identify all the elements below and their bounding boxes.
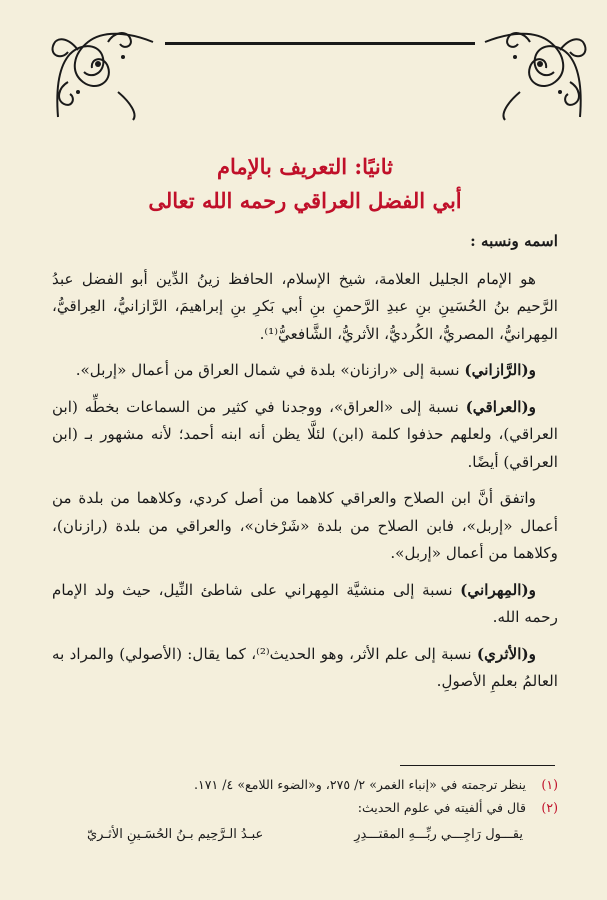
footnote-1 [52, 773, 558, 796]
paragraph-text: نسبة إلى علم الأثر، وهو الحديث⁽²⁾، كما يقال: (الأصولي) والمراد به العالمُ بعلمِ الأصولِ. [52, 644, 558, 690]
paragraph-text: نسبة إلى منشيَّة المِهراني على شاطئ النِّيل، حيث ولد الإمام رحمه الله. [52, 580, 558, 626]
paragraph-lead: و(الأثري) [476, 644, 536, 663]
chapter-title-line1: ثانيًا: التعريف بالإمام [217, 154, 393, 179]
paragraph-text: نسبة إلى «رازنان» بلدة في شمال العراق من أعمال «إربل». [75, 361, 465, 379]
main-text [52, 228, 558, 705]
footnote-rule [400, 765, 555, 766]
paragraph-4 [52, 485, 558, 568]
footnote-text: ينظر ترجمته في «إنباء الغمر» ٢/ ٢٧٥، و«الضوء اللامع» ٤/ ١٧١. [193, 777, 526, 792]
verse-second-hemistich: عبـدُ الـرَّحِيم بـنُ الحُسَـينِ الأثـريّ [87, 827, 264, 842]
paragraph-text: نسبة إلى «العراق»، ووجدنا في كثير من السماعات بخطِّه (ابن العراقي)، ولعلهم حذفوا كلمة (ابن) لئلَّا يظن أنه ابنه أحمد؛ لأنه مشهور بـ (ابن العراقي) أيضًا. [52, 397, 558, 471]
verse-first-hemistich: يقـــول رَاجِـــي ربِّـــهِ المقتـــدِرِ [354, 827, 523, 842]
paragraph-2 [52, 357, 558, 385]
floral-ornament-right [480, 22, 590, 122]
footnote-2 [52, 796, 558, 819]
chapter-titles [60, 150, 550, 218]
paragraph-5 [52, 577, 558, 632]
floral-ornament-left [48, 22, 158, 122]
paragraph-lead: و(المِهراني) [460, 580, 536, 599]
poem-verse [52, 823, 558, 846]
paragraph-6 [52, 641, 558, 696]
paragraph-lead: و(العراقي) [465, 397, 536, 416]
footnote-number: (٢) [541, 800, 558, 815]
paragraph-text: هو الإمام الجليل العلامة، شيخ الإسلام، الحافظ زينُ الدِّين أبو الفضل عبدُ الرَّحيم بنُ الحُسَينِ بنِ عبدِ الرَّحمنِ بنِ أبي بَكرِ بنِ إبراهيمَ، الرَّازانيُّ، العِراقيُّ، المِهرانيُّ، المصريُّ، الكُرديُّ، الأثريُّ، الشَّافعيُّ⁽¹⁾. [52, 269, 558, 343]
section-label: اسمه ونسبه : [470, 232, 558, 250]
footnote-text: قال في ألفيته في علوم الحديث: [357, 800, 526, 815]
paragraph-3 [52, 394, 558, 477]
header-rule [165, 42, 475, 45]
paragraph-text: واتفق أنَّ ابن الصلاح والعراقي كلاهما من أصل كردي، وكلاهما من بلدة من أعمال «إربل»، فابن الصلاح من بلدة «شَرْخان»، والعراقي من بلدة (رازنان)، وكلاهما من أعمال «إربل». [52, 489, 558, 562]
paragraph-1 [52, 266, 558, 349]
footnote-number: (١) [541, 777, 558, 792]
chapter-title-line2: أبي الفضل العراقي رحمه الله تعالى [148, 188, 462, 213]
paragraph-lead: و(الرَّازاني) [464, 361, 536, 379]
footnotes [52, 773, 558, 846]
